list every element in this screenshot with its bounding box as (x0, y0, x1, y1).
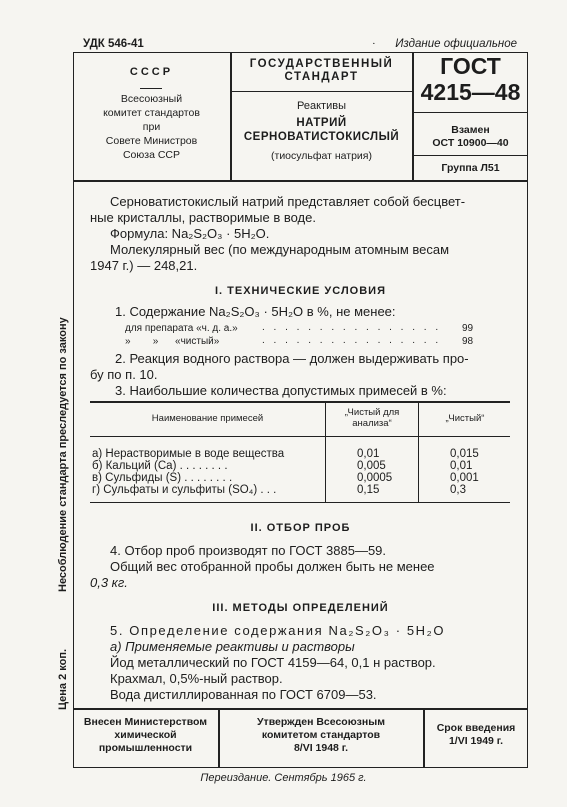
edition-label: Издание официальное (395, 38, 517, 50)
table-row-pure-analysis: 0,0005 (357, 472, 393, 484)
product-name-line: НАТРИЙ (296, 117, 347, 129)
title-subdivider (230, 91, 413, 92)
approved-by (219, 716, 423, 755)
table-row-pure-analysis: 0,01 (357, 448, 380, 460)
replaces-line: ОСТ 10900—40 (432, 137, 509, 149)
table-col-divider-2 (418, 401, 419, 502)
prep-2-label: » » «чистый» (125, 336, 220, 347)
table-col-divider-1 (325, 401, 326, 502)
item-4-text: 4. Отбор проб производят по ГОСТ 3885—59. (110, 543, 387, 558)
subsection-a-title: а) Применяемые реактивы и растворы (110, 639, 355, 654)
product-name (230, 116, 413, 144)
header-dot: · (372, 38, 376, 50)
table-row-pure-analysis: 0,15 (357, 484, 380, 496)
item-1-text: 1. Содержание Na₂S₂O₃ · 5H₂O в %, не менее: (115, 304, 396, 319)
molecular-weight-line-2: 1947 г.) — 248,21. (90, 258, 198, 273)
section-1-title: I. ТЕХНИЧЕСКИЕ УСЛОВИЯ (215, 285, 386, 297)
table-row-pure: 0,01 (450, 460, 473, 472)
item-2-line-1: 2. Реакция водного раствора — должен выдерживать про- (115, 351, 469, 366)
group-label: Группа Л51 (441, 162, 500, 174)
table-row-name: в) Сульфиды (S) . . . . . . . . (92, 472, 233, 484)
ussr-dash (140, 88, 162, 89)
committee-block (73, 92, 230, 162)
item-5-text: 5. Определение содержания Na₂S₂O₃ · 5H₂O (110, 623, 446, 638)
legal-mandate-text: Несоблюдение стандарта преследуется по закону (57, 317, 69, 592)
header-bottom-line (73, 180, 528, 182)
gost-number: 4215—48 (420, 79, 521, 105)
committee-line: Всесоюзный (120, 93, 183, 105)
table-row-pure: 0,3 (450, 484, 466, 496)
table-row-name: а) Нерастворимые в воде вещества (92, 448, 285, 460)
table-row-pure: 0,015 (450, 448, 479, 460)
standard-title-line: ГОСУДАРСТВЕННЫЙ (249, 58, 394, 70)
prep-2-leader: . . . . . . . . . . . . . . . . (262, 335, 442, 346)
molecular-weight-line-1: Молекулярный вес (по международным атомным весам (110, 242, 450, 257)
standard-title-line: СТАНДАРТ (284, 71, 359, 83)
replaces-line: Взамен (451, 124, 490, 136)
table-bottom-rule (90, 502, 510, 503)
committee-line: Союза ССР (122, 149, 181, 161)
approved-line: комитетом стандартов (261, 729, 381, 741)
table-header-pure-analysis: „Чистый для анализа“ (344, 407, 400, 429)
price-text: Цена 2 коп. (57, 648, 69, 710)
footer-top-rule (73, 708, 528, 710)
sample-weight-line-1: Общий вес отобранной пробы должен быть не менее (110, 559, 435, 574)
prep-1-leader: . . . . . . . . . . . . . . . . (262, 322, 442, 333)
reagent-iodine: Йод металлический по ГОСТ 4159—64, 0,1 н раствор. (110, 655, 436, 670)
prep-2-value: 98 (462, 336, 474, 347)
group-subdivider (412, 155, 528, 156)
table-header-name: Наименование примесей (151, 413, 264, 424)
ussr-label: СССР (129, 66, 174, 78)
effective-date (424, 722, 528, 748)
table-top-rule (90, 401, 510, 403)
udk-code: УДК 546-41 (83, 38, 144, 50)
item-3-text: 3. Наибольшие количества допустимых примесей в %: (115, 383, 447, 398)
introduced-by-line: промышленности (98, 742, 193, 754)
reissue-note: Переиздание. Сентябрь 1965 г. (200, 772, 367, 784)
introduced-by-line: химической (114, 729, 177, 741)
effective-line: Срок введения (436, 722, 516, 734)
intro-line-2: ные кристаллы, растворимые в воде. (90, 210, 316, 225)
committee-line: комитет стандартов (103, 107, 200, 119)
table-row-name: б) Кальций (Ca) . . . . . . . . (92, 460, 228, 472)
prep-1-value: 99 (462, 323, 474, 334)
reagent-water: Вода дистиллированная по ГОСТ 6709—53. (110, 687, 377, 702)
standard-title (230, 58, 413, 84)
section-2-title: II. ОТБОР ПРОБ (250, 522, 351, 534)
approved-line: Утвержден Всесоюзным (257, 716, 385, 728)
approved-line: 8/VI 1948 г. (293, 742, 349, 754)
table-row-pure: 0,001 (450, 472, 479, 484)
product-subtitle: (тиосульфат натрия) (271, 150, 372, 162)
introduced-by-line: Внесен Министерством (83, 716, 208, 728)
table-header-rule (90, 436, 510, 437)
section-3-title: III. МЕТОДЫ ОПРЕДЕЛЕНИЙ (212, 602, 389, 614)
committee-line: при (142, 121, 161, 133)
table-row-name: г) Сульфаты и сульфиты (SO₄) . . . (92, 484, 277, 496)
table-header-pure: „Чистый“ (445, 413, 485, 424)
intro-line-1: Серноватистокислый натрий представляет собой бесцвет- (110, 194, 466, 209)
product-name-line: СЕРНОВАТИСТОКИСЛЫЙ (243, 131, 400, 143)
committee-line: Совете Министров (105, 135, 198, 147)
introduced-by (73, 716, 218, 755)
table-row-pure-analysis: 0,005 (357, 460, 386, 472)
gost-subdivider (412, 112, 528, 113)
effective-line: 1/VI 1949 г. (448, 735, 504, 747)
gost-label: ГОСТ (440, 53, 501, 79)
reagent-starch: Крахмал, 0,5%-ный раствор. (110, 671, 283, 686)
item-2-line-2: бу по п. 10. (90, 367, 158, 382)
replaces-block (413, 124, 528, 150)
reagents-label: Реактивы (297, 100, 346, 112)
sample-weight-line-2: 0,3 кг. (90, 575, 128, 590)
prep-1-label: для препарата «ч. д. а.» (125, 323, 238, 334)
formula-line: Формула: Na₂S₂O₃ · 5H₂O. (110, 226, 270, 241)
